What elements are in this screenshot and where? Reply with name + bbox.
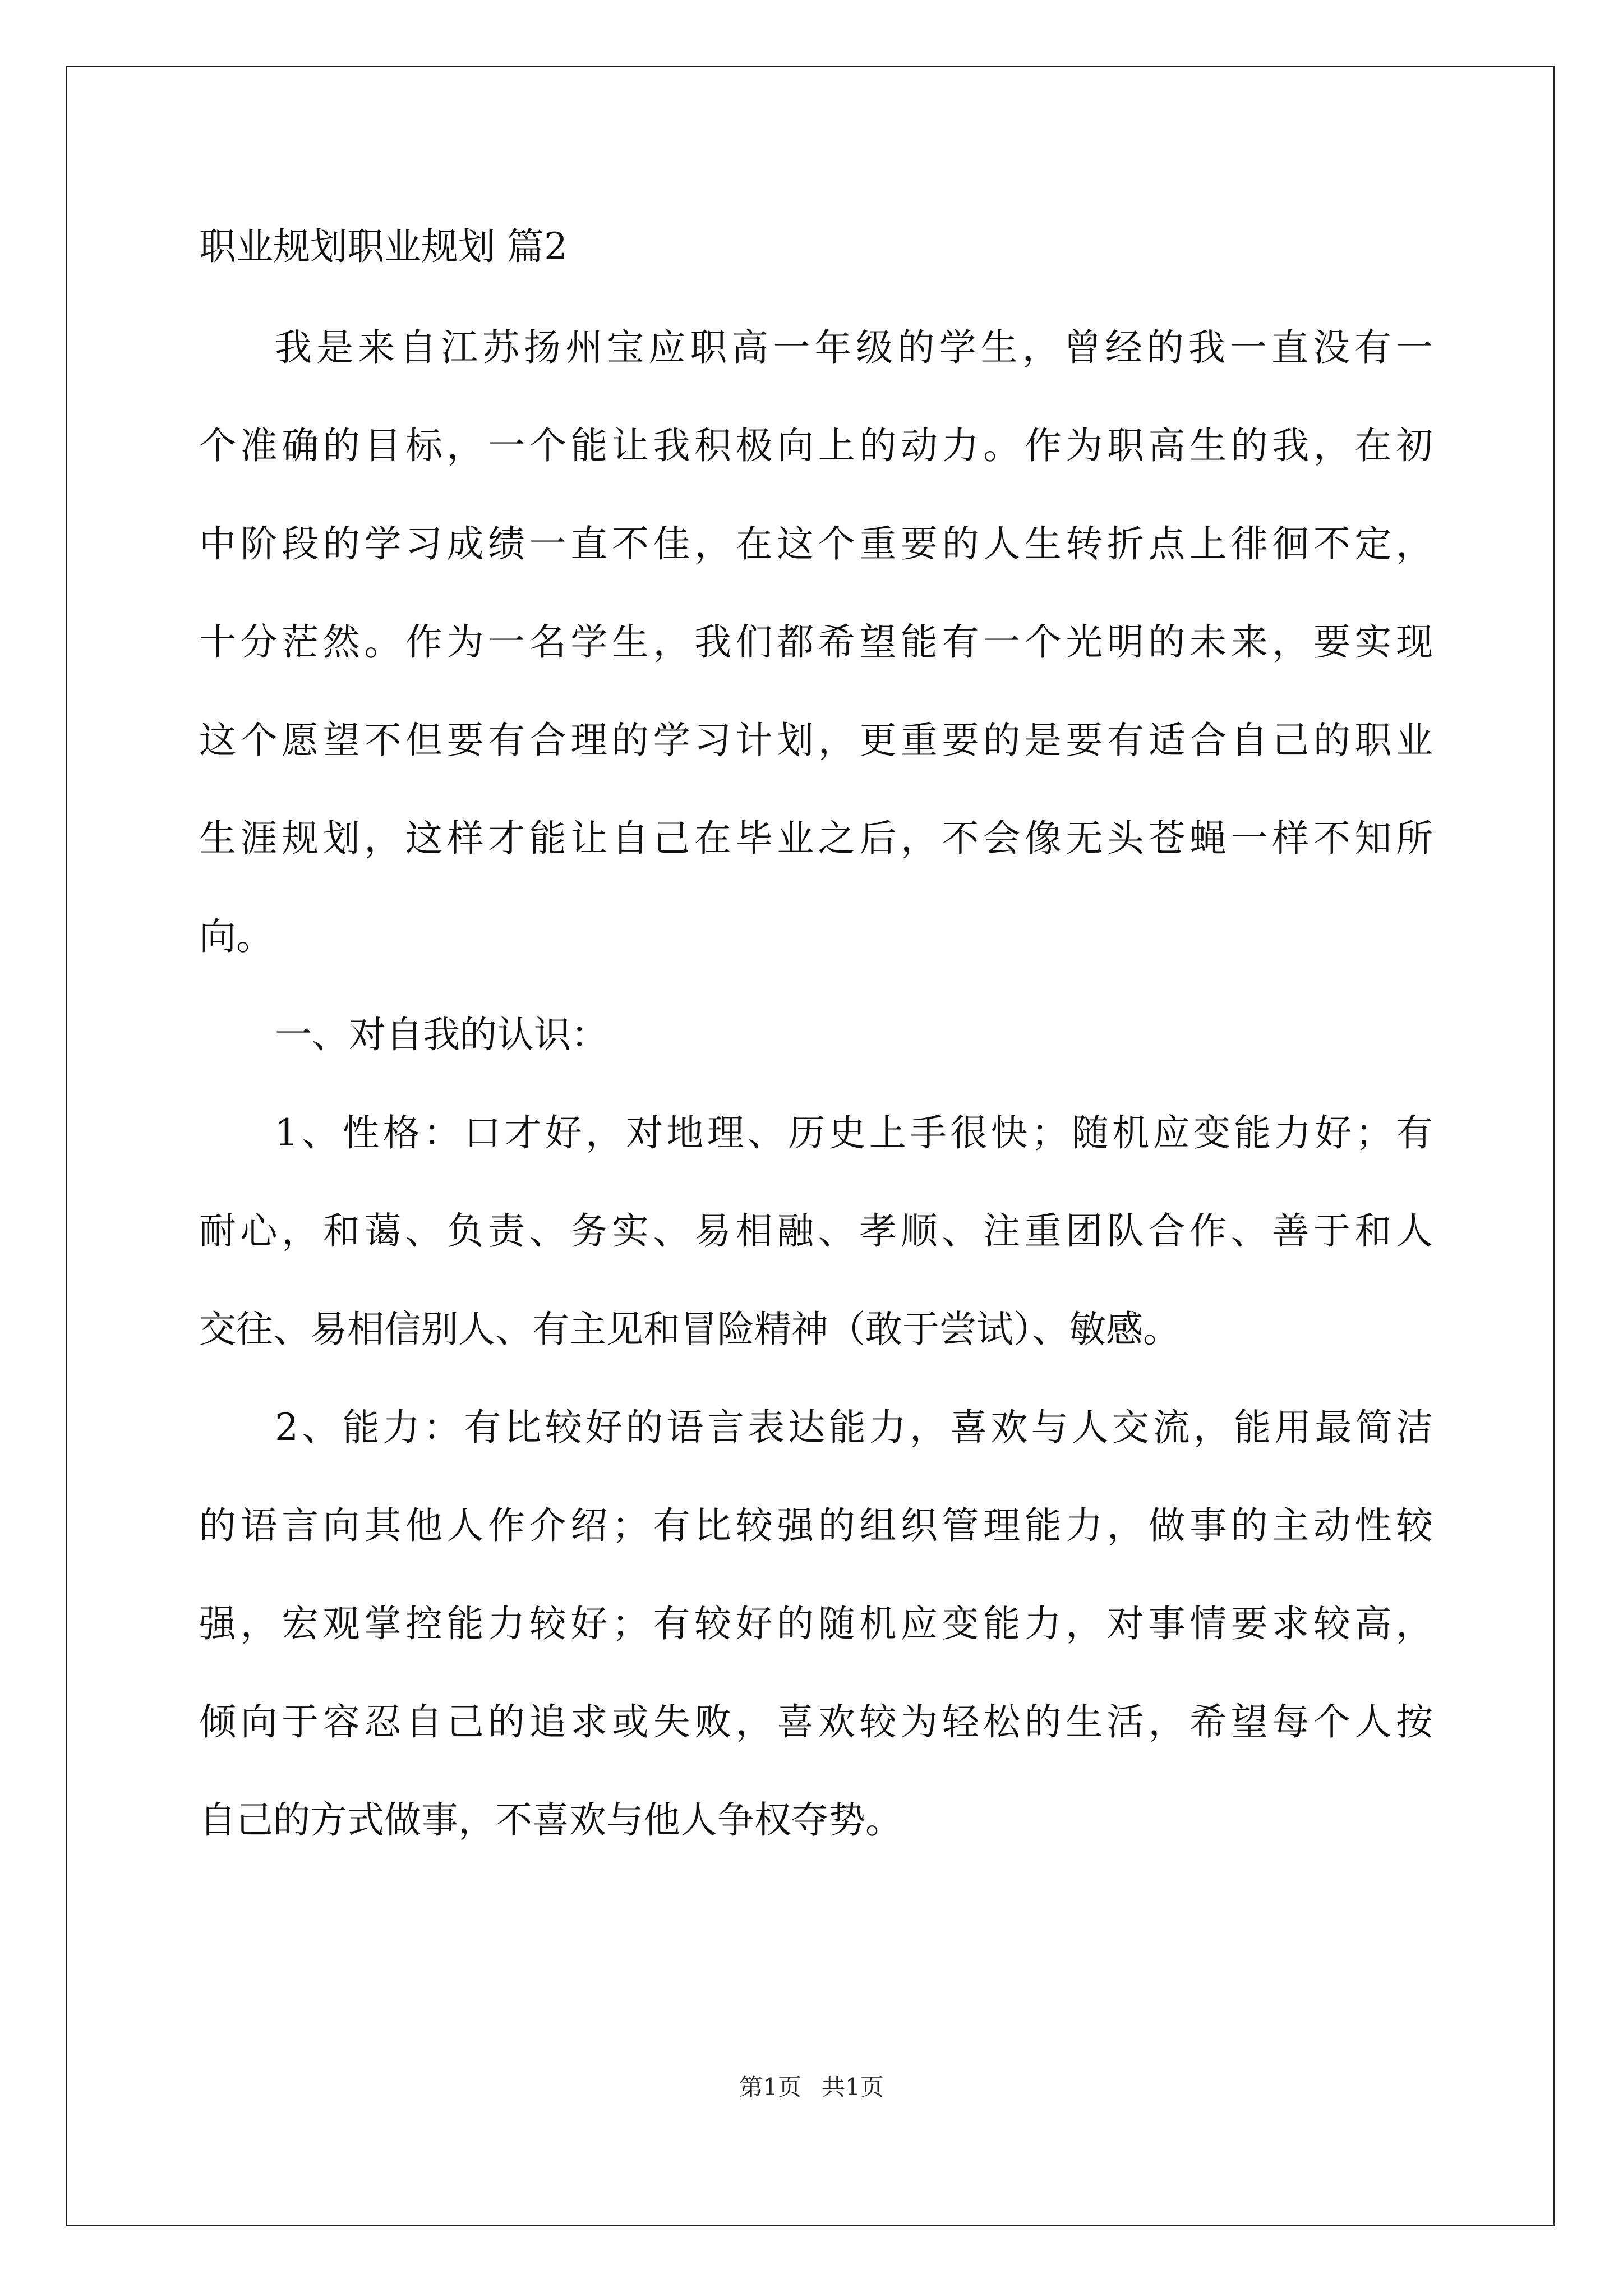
- page-total: 共1页: [822, 2073, 884, 2101]
- body-line: 十分茫然。作为一名学生，我们都希望能有一个光明的未来，要实现: [199, 620, 1433, 664]
- body-line: 向。: [199, 915, 273, 958]
- document-title: 职业规划职业规划 篇2: [199, 225, 568, 268]
- body-line: 这个愿望不但要有合理的学习计划，更重要的是要有适合自己的职业: [199, 719, 1433, 762]
- body-line: 中阶段的学习成绩一直不佳，在这个重要的人生转折点上徘徊不定，: [199, 522, 1433, 565]
- body-line: 我是来自江苏扬州宝应职高一年级的学生，曾经的我一直没有一: [275, 326, 1433, 369]
- section-heading: 一、对自我的认识：: [275, 1013, 608, 1056]
- body-line: 的语言向其他人作介绍；有比较强的组织管理能力，做事的主动性较: [199, 1504, 1433, 1547]
- body-line: 2、能力：有比较好的语言表达能力，喜欢与人交流，能用最简洁: [275, 1406, 1433, 1449]
- body-line: 交往、易相信别人、有主见和冒险精神（敢于尝试）、敏感。: [199, 1308, 1180, 1351]
- body-line: 自己的方式做事，不喜欢与他人争权夺势。: [199, 1798, 902, 1842]
- body-line: 耐心，和蔼、负责、务实、易相融、孝顺、注重团队合作、善于和人: [199, 1209, 1433, 1253]
- body-line: 倾向于容忍自己的追求或失败，喜欢较为轻松的生活，希望每个人按: [199, 1700, 1433, 1743]
- body-line: 1、性格：口才好，对地理、历史上手很快；随机应变能力好；有: [275, 1111, 1433, 1154]
- page-footer: [0, 2072, 1623, 2103]
- page-number: 第1页: [739, 2073, 801, 2101]
- body-line: 强，宏观掌控能力较好；有较好的随机应变能力，对事情要求较高，: [199, 1602, 1433, 1645]
- body-line: 个准确的目标，一个能让我积极向上的动力。作为职高生的我，在初: [199, 424, 1433, 467]
- body-line: 生涯规划，这样才能让自己在毕业之后，不会像无头苍蝇一样不知所: [199, 817, 1433, 860]
